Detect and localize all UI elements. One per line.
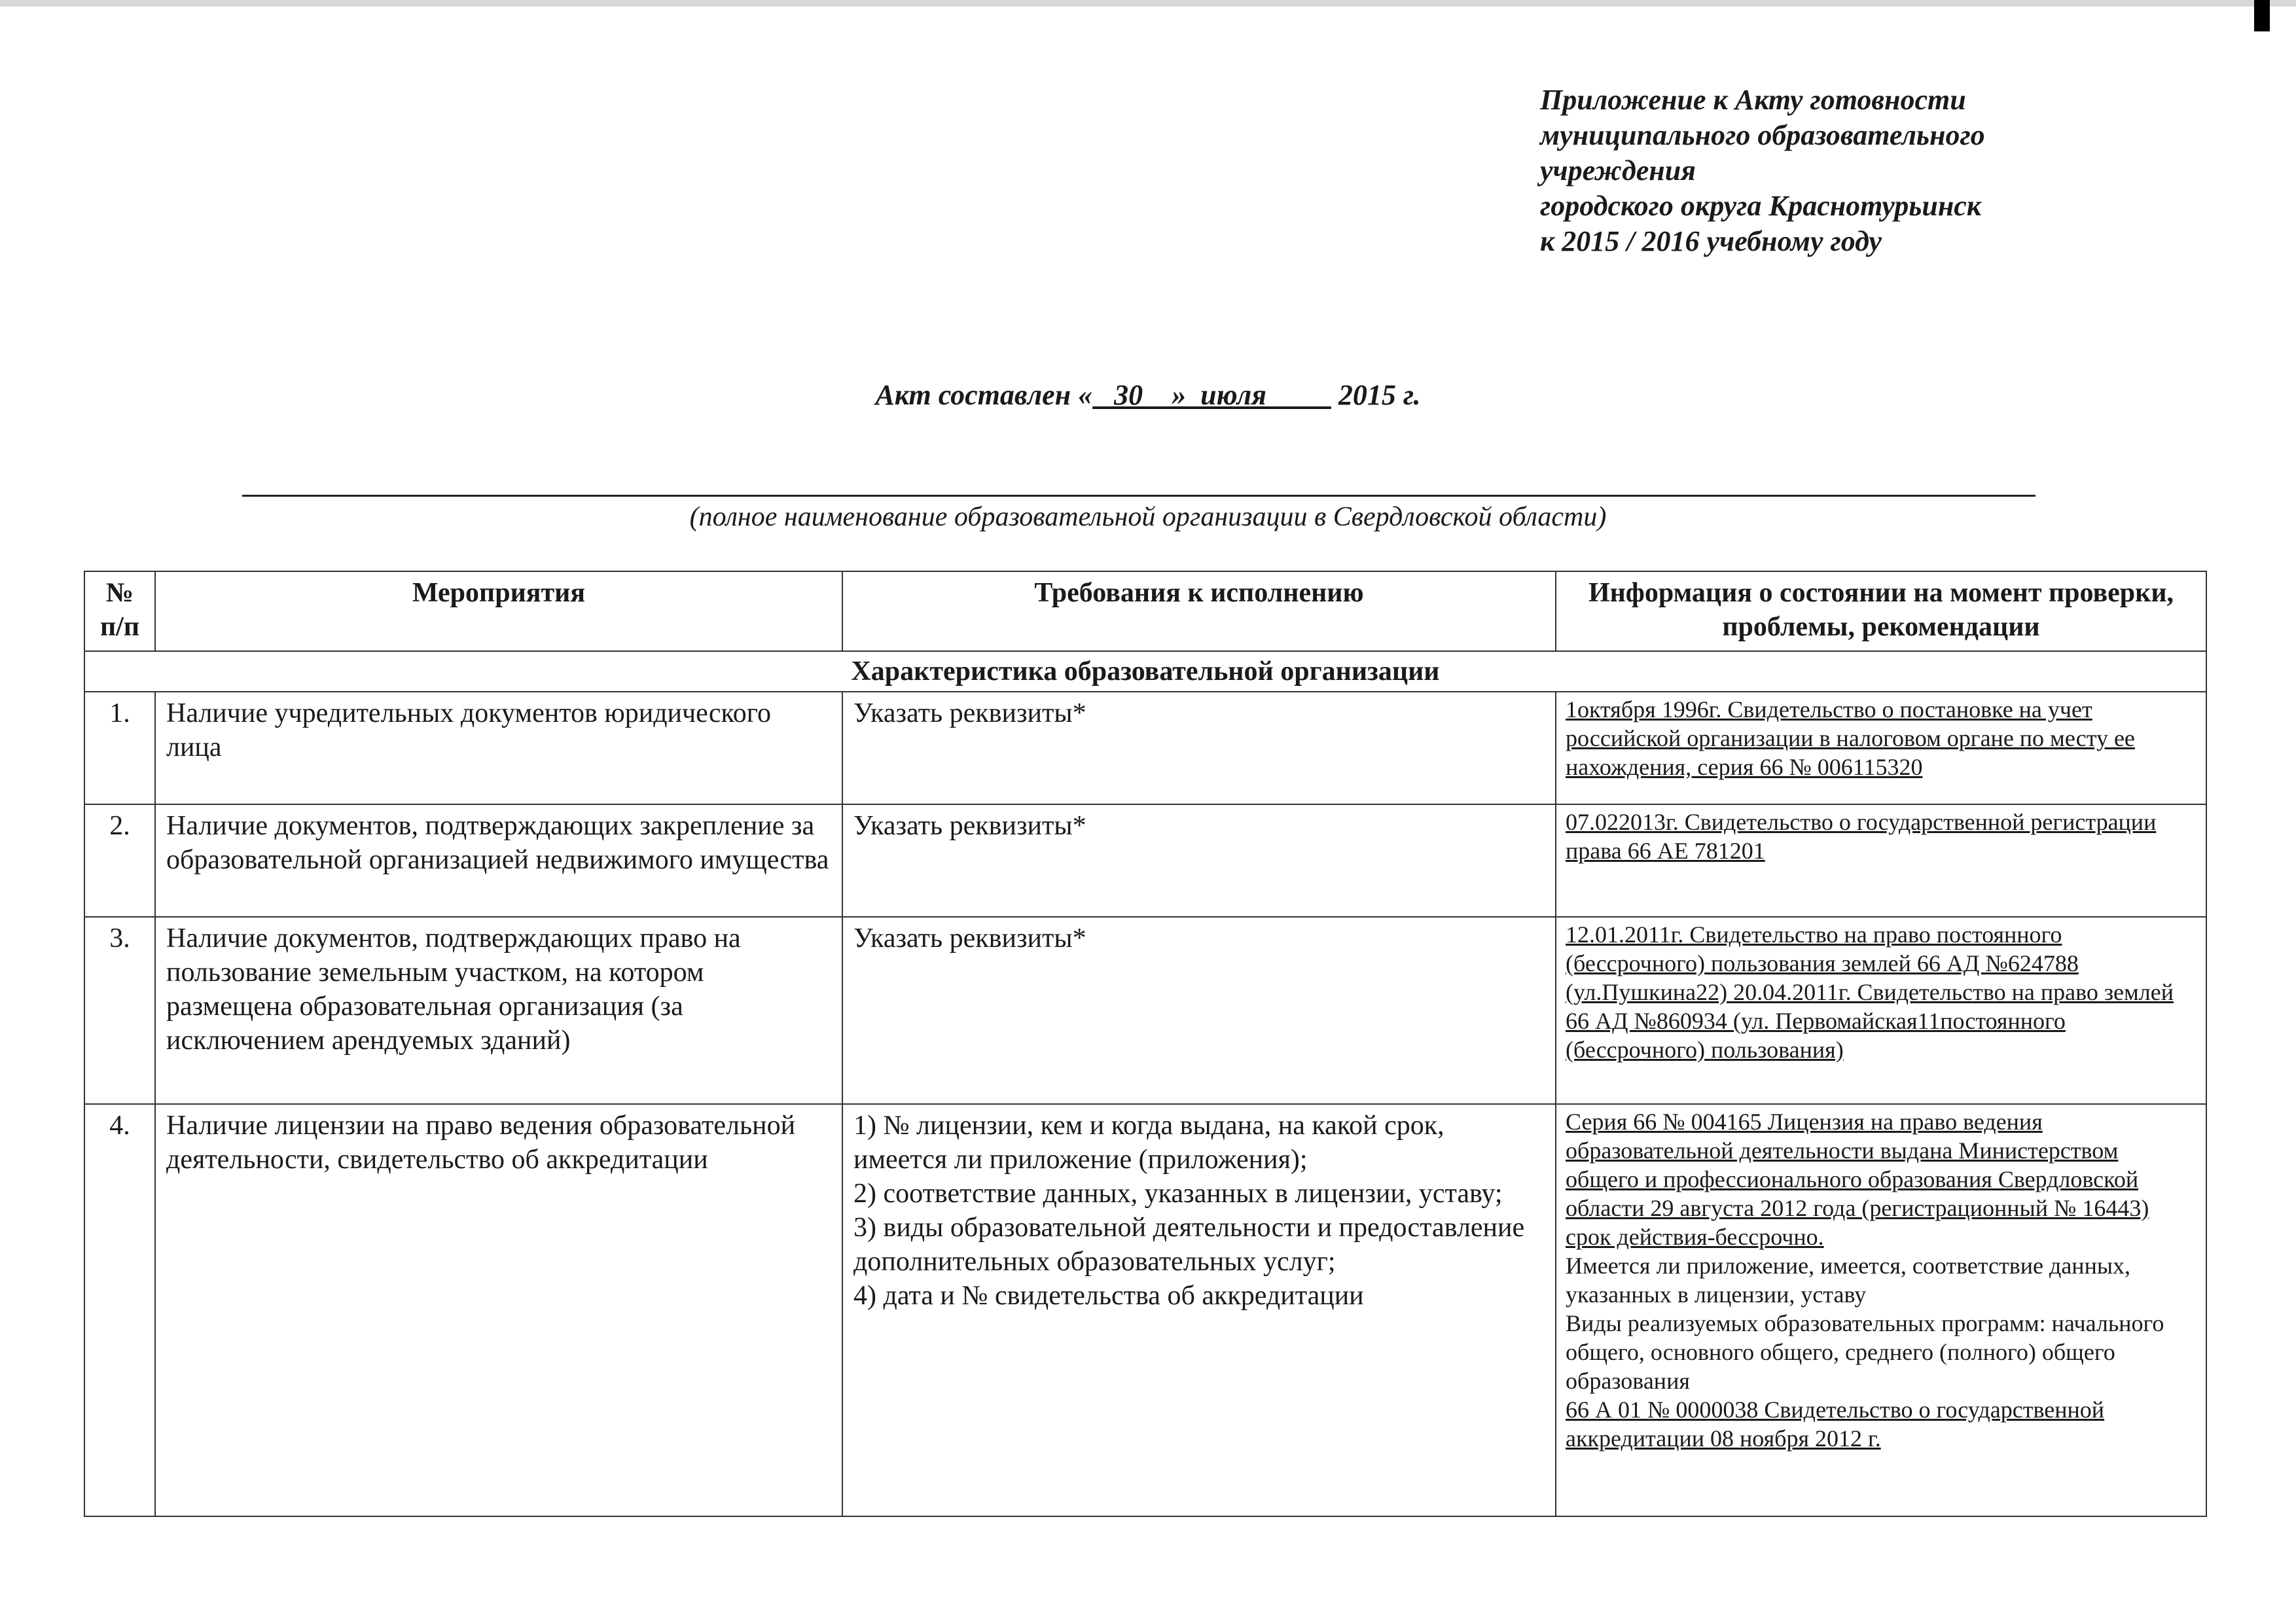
act-date-line [0,378,2296,412]
row-number: 1. [84,692,155,804]
row-info [1556,692,2206,804]
act-day-month: 30 » июля [1092,379,1331,411]
table-row [84,804,2206,917]
row-event: Наличие документов, подтверждающих закрепление за образовательной организацией недвижимого имущества [155,804,842,917]
requirement-item: 4) дата и № свидетельства об аккредитации [853,1281,1364,1311]
header-requirements: Требования к исполнению [842,571,1556,651]
appendix-line: учреждения [1540,154,1696,187]
row-info [1556,804,2206,917]
info-text: 12.01.2011г. Свидетельство на право постоянного (бессрочного) пользования землей 66 АД №624788 (ул.Пушкина22) 20.04.2011г. Свидетельство на право землей 66 АД №860934 (ул. Первомайская11постоянного (бессрочного) пользования) [1566,921,2174,1063]
section-row [84,651,2206,692]
row-info [1556,1104,2206,1516]
row-number: 2. [84,804,155,917]
info-text: 1октября 1996г. Свидетельство о постановке на учет российской организации в налоговом органе по месту ее нахождения, серия 66 № 006115320 [1566,696,2135,780]
row-event: Наличие учредительных документов юридического лица [155,692,842,804]
requirement-item: 3) виды образовательной деятельности и предоставление дополнительных образовательных услуг; [853,1213,1525,1277]
header-num: № п/п [84,571,155,651]
row-event: Наличие документов, подтверждающих право на пользование земельным участком, на котором размещена образовательная организация (за исключением арендуемых зданий) [155,917,842,1104]
row-number: 4. [84,1104,155,1516]
row-requirements [842,1104,1556,1516]
info-text: Виды реализуемых образовательных программ: начального общего, основного общего, среднего (полного) общего образования [1566,1310,2164,1394]
info-text: 07.022013г. Свидетельство о государственной регистрации права 66 АЕ 781201 [1566,809,2157,864]
row-requirements [842,804,1556,917]
info-text: Серия 66 № 004165 Лицензия на право ведения образовательной деятельности выдана Министерством общего и профессионального образования Свердловской области 29 августа 2012 года (регистрационный № 16443) срок действия-бессрочно. [1566,1109,2149,1250]
row-event: Наличие лицензии на право ведения образовательной деятельности, свидетельство об аккредитации [155,1104,842,1516]
appendix-note [1540,82,2064,259]
org-name-caption: (полное наименование образовательной организации в Свердловской области) [689,502,1607,532]
info-text: 66 А 01 № 0000038 Свидетельство о государственной аккредитации 08 ноября 2012 г. [1566,1397,2105,1452]
table-header-row [84,571,2206,651]
row-number: 3. [84,917,155,1104]
appendix-line: городского округа Краснотурьинск [1540,190,1982,222]
header-info: Информация о состоянии на момент проверки, проблемы, рекомендации [1556,571,2206,651]
table-row [84,1104,2206,1516]
header-events: Мероприятия [155,571,842,651]
scan-edge-mark [2254,0,2270,31]
requirement-item: 1) № лицензии, кем и когда выдана, на какой срок, имеется ли приложение (приложения); [853,1111,1444,1175]
appendix-line: муниципального образовательного [1540,119,1985,151]
table-row [84,917,2206,1104]
appendix-line: Приложение к Акту готовности [1540,84,1966,116]
requirement-item: 2) соответствие данных, указанных в лицензии, уставу; [853,1179,1503,1209]
readiness-table [84,571,2207,1517]
section-title: Характеристика образовательной организации [84,651,2206,692]
scan-edge-top [0,0,2296,7]
requirement-item: Указать реквизиты* [853,811,1086,841]
row-requirements [842,692,1556,804]
requirement-item: Указать реквизиты* [853,698,1086,728]
act-year: 2015 г. [1331,379,1421,411]
info-text: Имеется ли приложение, имеется, соответствие данных, указанных в лицензии, уставу [1566,1253,2131,1308]
row-info [1556,917,2206,1104]
appendix-line: к 2015 / 2016 учебному году [1540,225,1882,257]
act-prefix: Акт составлен « [875,379,1093,411]
row-requirements [842,917,1556,1104]
org-name-underline [242,495,2036,497]
table-row [84,692,2206,804]
requirement-item: Указать реквизиты* [853,923,1086,954]
